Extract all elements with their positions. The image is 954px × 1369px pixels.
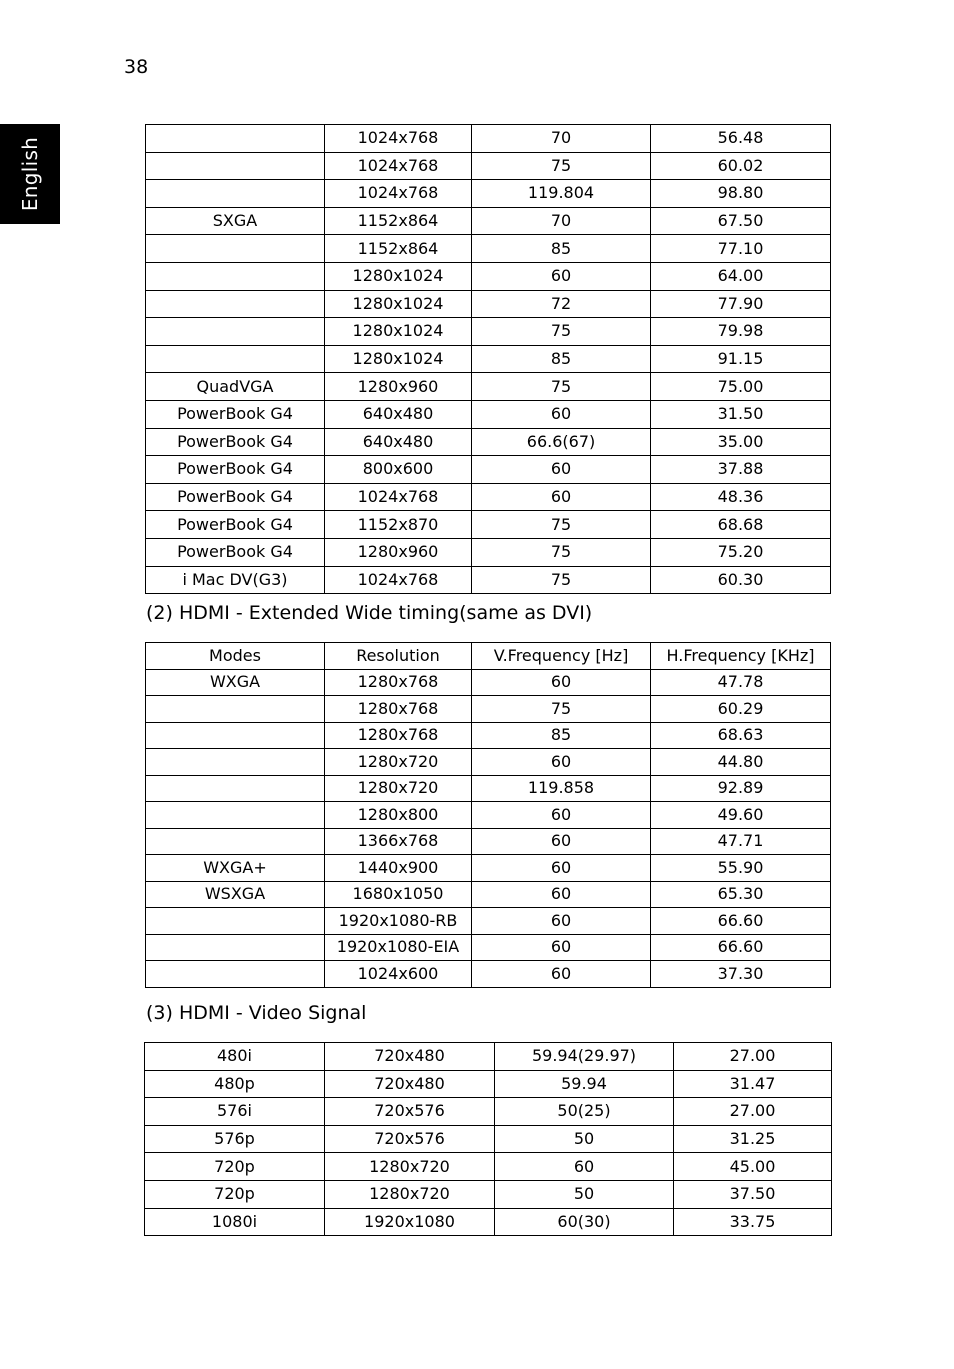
h-frequency-cell: 49.60 — [651, 802, 831, 829]
mode-cell — [146, 318, 325, 346]
v-frequency-cell: 50 — [495, 1180, 674, 1208]
v-frequency-cell: 60 — [472, 483, 651, 511]
table-row — [146, 538, 831, 566]
header-v-frequency: V.Frequency [Hz] — [472, 643, 651, 670]
mode-cell: WXGA+ — [146, 855, 325, 882]
mode-cell: 1080i — [145, 1208, 325, 1236]
h-frequency-cell: 31.47 — [674, 1070, 832, 1098]
mode-cell: PowerBook G4 — [146, 428, 325, 456]
resolution-cell: 1280x1024 — [325, 290, 472, 318]
v-frequency-cell: 60 — [472, 934, 651, 961]
mode-cell — [146, 908, 325, 935]
v-frequency-cell: 60 — [472, 828, 651, 855]
mode-cell: 480p — [145, 1070, 325, 1098]
h-frequency-cell: 37.50 — [674, 1180, 832, 1208]
resolution-cell: 1280x720 — [325, 775, 472, 802]
v-frequency-cell: 119.858 — [472, 775, 651, 802]
h-frequency-cell: 47.78 — [651, 669, 831, 696]
v-frequency-cell: 85 — [472, 722, 651, 749]
mode-cell: SXGA — [146, 207, 325, 235]
v-frequency-cell: 75 — [472, 566, 651, 594]
table-row — [146, 428, 831, 456]
v-frequency-cell: 60(30) — [495, 1208, 674, 1236]
resolution-cell: 1152x864 — [325, 207, 472, 235]
mode-cell: PowerBook G4 — [146, 511, 325, 539]
table-row — [146, 373, 831, 401]
resolution-cell: 1440x900 — [325, 855, 472, 882]
h-frequency-cell: 92.89 — [651, 775, 831, 802]
v-frequency-cell: 70 — [472, 207, 651, 235]
resolution-cell: 1280x1024 — [325, 262, 472, 290]
v-frequency-cell: 85 — [472, 235, 651, 263]
mode-cell: PowerBook G4 — [146, 483, 325, 511]
h-frequency-cell: 27.00 — [674, 1098, 832, 1126]
table-row — [146, 961, 831, 988]
language-side-tab — [0, 124, 60, 224]
table-row — [146, 262, 831, 290]
resolution-cell: 800x600 — [325, 456, 472, 484]
resolution-cell: 1280x720 — [325, 749, 472, 776]
table-row — [146, 881, 831, 908]
mode-cell — [146, 961, 325, 988]
h-frequency-cell: 98.80 — [651, 180, 831, 208]
h-frequency-cell: 35.00 — [651, 428, 831, 456]
resolution-cell: 1152x870 — [325, 511, 472, 539]
mode-cell — [146, 262, 325, 290]
table-row — [146, 722, 831, 749]
table-row — [146, 125, 831, 153]
mode-cell: 480i — [145, 1043, 325, 1071]
page-number: 38 — [124, 56, 149, 78]
table-row — [146, 566, 831, 594]
h-frequency-cell: 60.02 — [651, 152, 831, 180]
h-frequency-cell: 45.00 — [674, 1153, 832, 1181]
resolution-cell: 640x480 — [325, 428, 472, 456]
h-frequency-cell: 31.50 — [651, 400, 831, 428]
resolution-cell: 1024x768 — [325, 125, 472, 153]
v-frequency-cell: 59.94(29.97) — [495, 1043, 674, 1071]
v-frequency-cell: 85 — [472, 345, 651, 373]
mode-cell: PowerBook G4 — [146, 538, 325, 566]
mode-cell: 720p — [145, 1153, 325, 1181]
section-heading-hdmi-video-signal: (3) HDMI - Video Signal — [146, 1002, 367, 1024]
header-h-frequency: H.Frequency [KHz] — [651, 643, 831, 670]
resolution-cell: 1024x768 — [325, 483, 472, 511]
resolution-cell: 720x480 — [325, 1070, 495, 1098]
v-frequency-cell: 75 — [472, 152, 651, 180]
table-row — [145, 1208, 832, 1236]
mode-cell: WSXGA — [146, 881, 325, 908]
h-frequency-cell: 68.68 — [651, 511, 831, 539]
table-row — [146, 802, 831, 829]
mode-cell: i Mac DV(G3) — [146, 566, 325, 594]
table-row — [146, 345, 831, 373]
v-frequency-cell: 70 — [472, 125, 651, 153]
v-frequency-cell: 60 — [472, 961, 651, 988]
v-frequency-cell: 50(25) — [495, 1098, 674, 1126]
mode-cell — [146, 125, 325, 153]
resolution-cell: 1280x960 — [325, 373, 472, 401]
h-frequency-cell: 37.88 — [651, 456, 831, 484]
header-resolution: Resolution — [325, 643, 472, 670]
table-row — [145, 1070, 832, 1098]
v-frequency-cell: 75 — [472, 373, 651, 401]
resolution-cell: 1280x720 — [325, 1180, 495, 1208]
mode-cell — [146, 345, 325, 373]
vga-timing-table-continued — [145, 124, 831, 594]
resolution-cell: 1280x768 — [325, 722, 472, 749]
h-frequency-cell: 44.80 — [651, 749, 831, 776]
v-frequency-cell: 50 — [495, 1125, 674, 1153]
h-frequency-cell: 68.63 — [651, 722, 831, 749]
resolution-cell: 1280x960 — [325, 538, 472, 566]
table-row — [146, 456, 831, 484]
resolution-cell: 1280x720 — [325, 1153, 495, 1181]
table-row — [145, 1043, 832, 1071]
v-frequency-cell: 66.6(67) — [472, 428, 651, 456]
resolution-cell: 1280x1024 — [325, 345, 472, 373]
resolution-cell: 720x480 — [325, 1043, 495, 1071]
table-row — [146, 908, 831, 935]
h-frequency-cell: 55.90 — [651, 855, 831, 882]
table-row — [146, 696, 831, 723]
v-frequency-cell: 60 — [472, 749, 651, 776]
h-frequency-cell: 67.50 — [651, 207, 831, 235]
resolution-cell: 1152x864 — [325, 235, 472, 263]
table-row — [146, 511, 831, 539]
resolution-cell: 720x576 — [325, 1125, 495, 1153]
v-frequency-cell: 60 — [472, 400, 651, 428]
h-frequency-cell: 64.00 — [651, 262, 831, 290]
v-frequency-cell: 60 — [472, 669, 651, 696]
mode-cell — [146, 696, 325, 723]
v-frequency-cell: 60 — [472, 262, 651, 290]
v-frequency-cell: 59.94 — [495, 1070, 674, 1098]
resolution-cell: 1280x800 — [325, 802, 472, 829]
mode-cell: 576i — [145, 1098, 325, 1126]
table-row — [146, 235, 831, 263]
table-row — [146, 400, 831, 428]
h-frequency-cell: 65.30 — [651, 881, 831, 908]
h-frequency-cell: 27.00 — [674, 1043, 832, 1071]
h-frequency-cell: 48.36 — [651, 483, 831, 511]
mode-cell: PowerBook G4 — [146, 400, 325, 428]
v-frequency-cell: 119.804 — [472, 180, 651, 208]
resolution-cell: 1366x768 — [325, 828, 472, 855]
table-header-row — [146, 643, 831, 670]
v-frequency-cell: 60 — [472, 456, 651, 484]
mode-cell — [146, 290, 325, 318]
mode-cell — [146, 828, 325, 855]
h-frequency-cell: 60.29 — [651, 696, 831, 723]
mode-cell — [146, 152, 325, 180]
mode-cell — [146, 235, 325, 263]
h-frequency-cell: 77.90 — [651, 290, 831, 318]
h-frequency-cell: 75.00 — [651, 373, 831, 401]
v-frequency-cell: 60 — [472, 855, 651, 882]
h-frequency-cell: 75.20 — [651, 538, 831, 566]
table-row — [146, 152, 831, 180]
resolution-cell: 1920x1080-EIA — [325, 934, 472, 961]
resolution-cell: 1024x768 — [325, 566, 472, 594]
mode-cell: WXGA — [146, 669, 325, 696]
table-row — [146, 318, 831, 346]
table-row — [145, 1098, 832, 1126]
h-frequency-cell: 91.15 — [651, 345, 831, 373]
resolution-cell: 1920x1080-RB — [325, 908, 472, 935]
table-row — [145, 1180, 832, 1208]
h-frequency-cell: 60.30 — [651, 566, 831, 594]
table-row — [146, 180, 831, 208]
mode-cell: 576p — [145, 1125, 325, 1153]
v-frequency-cell: 75 — [472, 318, 651, 346]
resolution-cell: 1680x1050 — [325, 881, 472, 908]
resolution-cell: 1280x1024 — [325, 318, 472, 346]
resolution-cell: 1024x600 — [325, 961, 472, 988]
table-row — [146, 483, 831, 511]
mode-cell: 720p — [145, 1180, 325, 1208]
section-heading-hdmi-extended-wide: (2) HDMI - Extended Wide timing(same as DVI) — [146, 602, 593, 624]
resolution-cell: 1024x768 — [325, 180, 472, 208]
v-frequency-cell: 60 — [472, 802, 651, 829]
language-label: English — [18, 136, 42, 212]
resolution-cell: 640x480 — [325, 400, 472, 428]
resolution-cell: 1280x768 — [325, 669, 472, 696]
mode-cell — [146, 722, 325, 749]
h-frequency-cell: 47.71 — [651, 828, 831, 855]
h-frequency-cell: 77.10 — [651, 235, 831, 263]
mode-cell: PowerBook G4 — [146, 456, 325, 484]
table-row — [146, 669, 831, 696]
h-frequency-cell: 56.48 — [651, 125, 831, 153]
resolution-cell: 1280x768 — [325, 696, 472, 723]
v-frequency-cell: 75 — [472, 538, 651, 566]
mode-cell — [146, 934, 325, 961]
resolution-cell: 1920x1080 — [325, 1208, 495, 1236]
v-frequency-cell: 75 — [472, 511, 651, 539]
mode-cell: QuadVGA — [146, 373, 325, 401]
mode-cell — [146, 749, 325, 776]
mode-cell — [146, 775, 325, 802]
resolution-cell: 720x576 — [325, 1098, 495, 1126]
table-row — [146, 207, 831, 235]
mode-cell — [146, 180, 325, 208]
v-frequency-cell: 72 — [472, 290, 651, 318]
h-frequency-cell: 79.98 — [651, 318, 831, 346]
header-modes: Modes — [146, 643, 325, 670]
table-row — [145, 1153, 832, 1181]
table-row — [145, 1125, 832, 1153]
h-frequency-cell: 37.30 — [651, 961, 831, 988]
table-row — [146, 855, 831, 882]
hdmi-extended-wide-timing-table — [145, 642, 831, 988]
h-frequency-cell: 66.60 — [651, 908, 831, 935]
table-row — [146, 749, 831, 776]
v-frequency-cell: 60 — [472, 908, 651, 935]
hdmi-video-signal-table — [144, 1042, 832, 1236]
v-frequency-cell: 60 — [495, 1153, 674, 1181]
table-row — [146, 775, 831, 802]
h-frequency-cell: 31.25 — [674, 1125, 832, 1153]
v-frequency-cell: 60 — [472, 881, 651, 908]
v-frequency-cell: 75 — [472, 696, 651, 723]
table-row — [146, 934, 831, 961]
table-row — [146, 290, 831, 318]
h-frequency-cell: 33.75 — [674, 1208, 832, 1236]
table-row — [146, 828, 831, 855]
resolution-cell: 1024x768 — [325, 152, 472, 180]
mode-cell — [146, 802, 325, 829]
h-frequency-cell: 66.60 — [651, 934, 831, 961]
